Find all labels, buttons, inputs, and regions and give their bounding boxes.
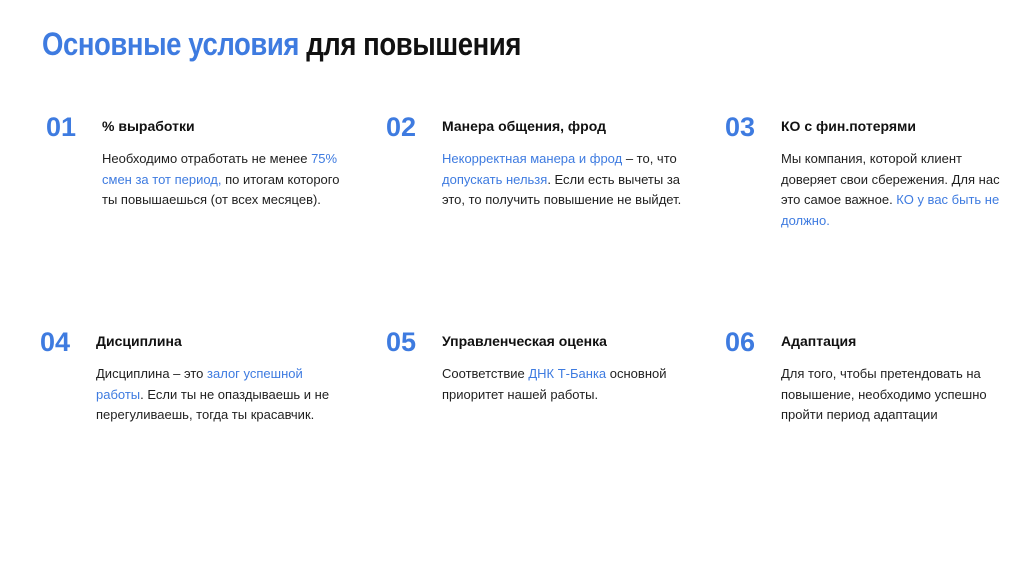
card-number: 04 [40,327,71,357]
card-heading: Управленческая оценка [442,333,607,349]
card-heading: % выработки [102,118,195,134]
card-number: 02 [386,112,417,142]
card-number: 05 [386,327,417,357]
page-title-rest: для повышения [306,26,521,62]
page-title [42,26,521,63]
body-text: Мы компания, которой клиент доверяет свои сбережения. Для нас это самое важное. [781,151,1000,207]
body-text: основной приоритет нашей работы. [442,366,667,402]
body-text: . Если ты не опаздываешь и не перегуливаешь, тогда ты красавчик. [96,386,330,422]
highlight-text: Некорректная манера и фрод [442,151,623,166]
card-body [781,149,1021,231]
card-number: 06 [725,327,756,357]
body-text: Необходимо отработать не менее [102,151,312,166]
body-text: – то, что [622,151,677,166]
card-body [781,364,1021,426]
highlight-text: ДНК Т-Банка [528,366,607,381]
card-heading: Адаптация [781,333,857,349]
card-number: 01 [46,112,77,142]
card-body [442,364,682,405]
card-body [96,364,336,426]
body-text: Дисциплина – это [96,366,208,381]
card-heading: Дисциплина [96,333,182,349]
highlight-text: КО у вас быть не должно. [781,192,1000,228]
card-number: 03 [725,112,756,142]
body-text: по итогам которого ты повышаешься (от всех месяцев). [102,171,340,207]
page-title-accent: Основные условия [42,26,300,62]
card-body [442,149,682,211]
body-text: . Если есть вычеты за это, то получить повышение не выйдет. [442,171,682,207]
highlight-text: допускать нельзя [442,171,548,187]
highlight-text: 75% смен за тот период, [102,151,338,187]
card-body [102,149,342,211]
body-text: Для того, чтобы претендовать на повышение, необходимо успешно пройти период адаптации [781,366,987,422]
highlight-text: залог успешной работы [96,366,303,402]
body-text: Соответствие [442,366,529,381]
card-heading: Манера общения, фрод [442,118,606,134]
card-heading: КО с фин.потерями [781,118,917,134]
